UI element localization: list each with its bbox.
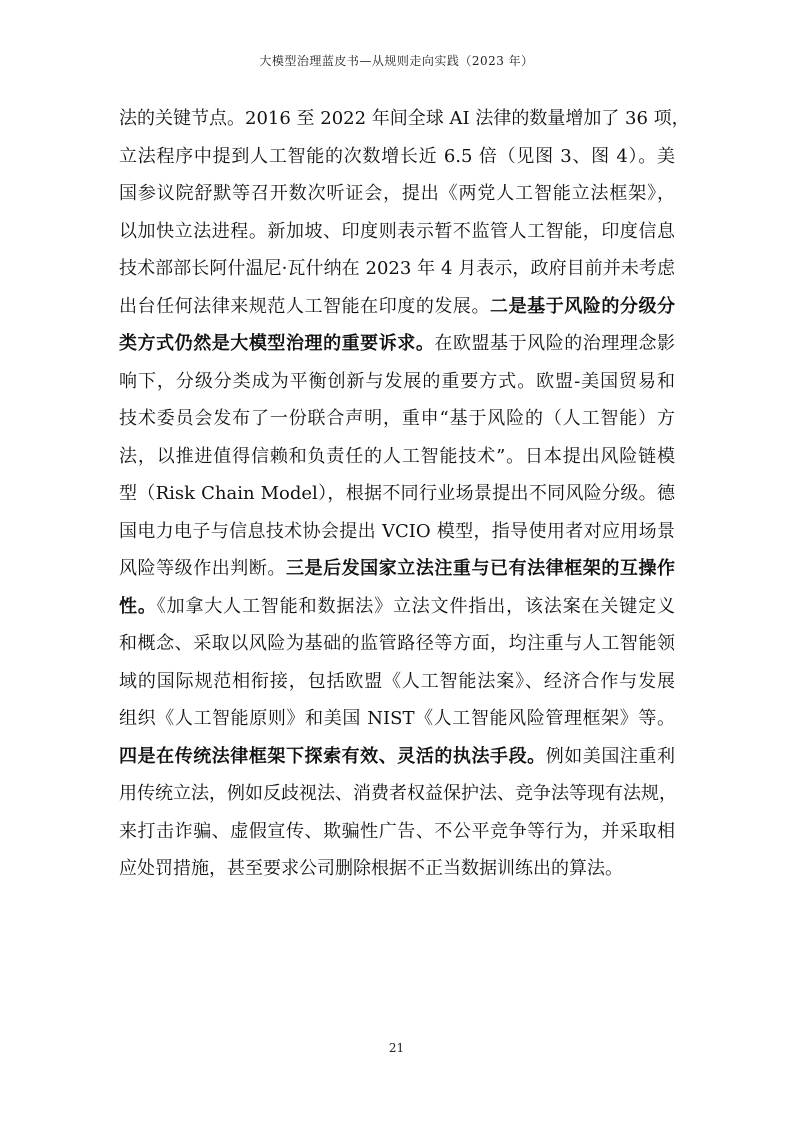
text-segment: 响下，分级分类成为平衡创新与发展的重要方式。欧盟-美国贸易和 — [119, 370, 675, 392]
text-line — [119, 513, 675, 551]
text-line — [119, 100, 690, 138]
text-segment: 国电力电子与信息技术协会提出 VCIO 模型，指导使用者对应用场景 — [119, 520, 675, 542]
text-line — [119, 775, 675, 813]
text-line — [119, 625, 675, 663]
text-segment: 例如美国注重利 — [545, 745, 675, 767]
page-header — [0, 52, 793, 69]
text-line — [119, 438, 675, 476]
text-line — [119, 588, 675, 626]
text-segment: 《加拿大人工智能和数据法》立法文件指出，该法案在关键定义 — [156, 595, 676, 617]
text-line — [119, 400, 675, 438]
document-title: 大模型治理蓝皮书—从规则走向实践（2023 年） — [259, 54, 534, 68]
text-segment: 用传统立法，例如反歧视法、消费者权益保护法、竞争法等现有法规， — [119, 783, 677, 804]
text-segment: 法，以推进值得信赖和负责任的人工智能技术”。日本提出风险链模 — [119, 445, 675, 467]
text-segment: 技术部部长阿什温尼·瓦什纳在 2023 年 4 月表示，政府目前并未考虑 — [119, 258, 675, 279]
text-line — [119, 550, 675, 588]
text-line — [119, 700, 675, 738]
text-line — [119, 288, 675, 326]
text-line — [119, 663, 675, 701]
text-line — [119, 738, 675, 776]
text-line — [119, 475, 675, 513]
text-line — [119, 813, 675, 851]
text-line — [119, 138, 675, 176]
text-line — [119, 213, 675, 251]
bold-text-segment: 性。 — [119, 595, 157, 617]
bold-text-segment: 类方式仍然是大模型治理的重要诉求。 — [119, 333, 435, 354]
text-segment: 组织《人工智能原则》和美国 NIST《人工智能风险管理框架》等。 — [119, 708, 675, 729]
bold-text-segment: 四是在传统法律框架下探索有效、灵活的执法手段。 — [119, 745, 546, 767]
text-line — [119, 175, 675, 213]
text-segment: 来打击诈骗、虚假宣传、欺骗性广告、不公平竞争等行为，并采取相 — [119, 820, 675, 842]
text-segment: 出台任何法律来规范人工智能在印度的发展。 — [119, 295, 491, 317]
text-line — [119, 850, 675, 888]
text-segment: 以加快立法进程。新加坡、印度则表示暂不监管人工智能，印度信息 — [119, 220, 675, 242]
text-line — [119, 363, 675, 401]
text-segment: 域的国际规范相衔接，包括欧盟《人工智能法案》、经济合作与发展 — [119, 670, 675, 692]
text-segment: 法的关键节点。2016 至 2022 年间全球 AI 法律的数量增加了 36 项， — [119, 108, 690, 129]
text-segment: 在欧盟基于风险的治理理念影 — [434, 333, 676, 354]
text-segment: 应处罚措施，甚至要求公司删除根据不正当数据训练出的算法。 — [119, 858, 623, 879]
text-segment: 风险等级作出判断。 — [119, 558, 286, 579]
text-line — [119, 250, 675, 288]
page-number: 21 — [388, 1041, 405, 1055]
text-segment: 型（Risk Chain Model），根据不同行业场景提出不同风险分级。德 — [119, 483, 675, 504]
text-segment: 立法程序中提到人工智能的次数增长近 6.5 倍（见图 3、图 4）。美 — [119, 145, 675, 167]
body-paragraph — [119, 100, 690, 888]
text-segment: 技术委员会发布了一份联合声明，重申“基于风险的（人工智能）方 — [119, 408, 675, 429]
bold-text-segment: 二是基于风险的分级分 — [490, 295, 676, 317]
text-segment: 和概念、采取以风险为基础的监管路径等方面，均注重与人工智能领 — [119, 633, 675, 654]
text-segment: 国参议院舒默等召开数次听证会，提出《两党人工智能立法框架》， — [119, 183, 675, 204]
text-line — [119, 325, 675, 363]
bold-text-segment: 三是后发国家立法注重与已有法律框架的互操作 — [285, 558, 676, 579]
